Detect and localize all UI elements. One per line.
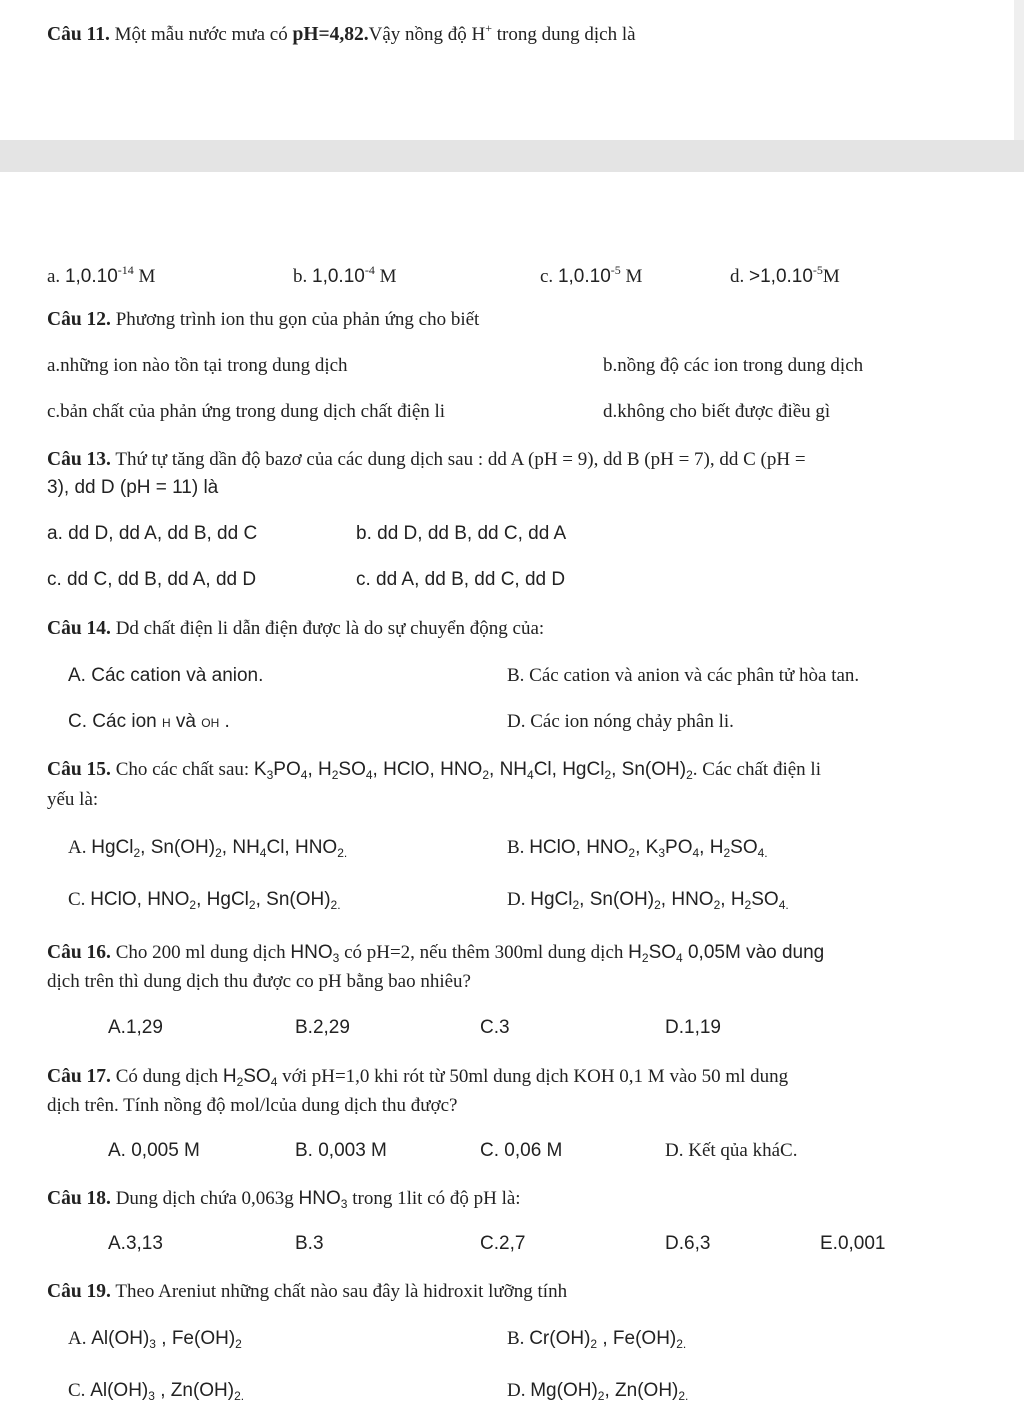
option-d[interactable]: D.1,19 xyxy=(665,1017,721,1038)
page-main xyxy=(0,172,1024,1422)
option-c[interactable]: C.3 xyxy=(480,1017,510,1038)
question-label: Câu 14. xyxy=(47,618,111,639)
option-label: A. xyxy=(68,837,87,858)
option-b[interactable]: B. Các cation và anion và các phân tử hòa tan. xyxy=(507,665,860,686)
option-b[interactable]: B. $Cr(OH)_2$ , $Fe(OH)_{2.}$ xyxy=(507,1328,687,1351)
option-e[interactable]: E.0,001 xyxy=(820,1233,886,1254)
question-11 xyxy=(47,16,636,47)
question-text: có pH=2, nếu thêm 300ml dung dịch xyxy=(339,942,629,963)
question-text: trong dung dịch là xyxy=(492,24,636,45)
option-c[interactable] xyxy=(68,710,230,735)
question-text: Dd chất điện li dẫn điện được là do sự chuyển động của: xyxy=(115,618,545,639)
option-b[interactable]: B.2,29 xyxy=(295,1017,350,1038)
option-d[interactable]: D. Kết qủa kháC. xyxy=(665,1140,798,1161)
question-label: Câu 13. xyxy=(47,449,111,470)
option-d[interactable]: D. Các ion nóng chảy phân li. xyxy=(507,711,734,732)
question-14 xyxy=(47,617,544,641)
option-label: C. xyxy=(68,1380,86,1401)
option-text: . xyxy=(219,711,230,732)
question-text: với pH=1,0 khi rót từ 50ml dung dịch KOH 0,1 M vào 50 ml dung xyxy=(277,1066,789,1087)
option-b[interactable]: b.nồng độ các ion trong dung dịch xyxy=(603,355,864,376)
question-text: Phương trình ion thu gọn của phản ứng cho biết xyxy=(115,309,480,330)
question-15-line2: yếu là: xyxy=(47,789,99,810)
option-a[interactable]: A.3,13 xyxy=(108,1233,163,1254)
question-label: Câu 11. xyxy=(47,24,110,45)
question-17-line2: dịch trên. Tính nồng độ mol/lcủa dung dịch thu được? xyxy=(47,1095,458,1116)
exponent: -5 xyxy=(812,263,823,277)
option-a[interactable]: a.những ion nào tồn tại trong dung dịch xyxy=(47,355,348,376)
option-a[interactable]: A.1,29 xyxy=(108,1017,163,1038)
option-c[interactable]: C. 0,06 M xyxy=(480,1140,563,1161)
option-c[interactable]: C. HClO, $HNO_2$, HgCl$_2$, $Sn(OH)_{2.}$ xyxy=(68,889,341,912)
unit: M xyxy=(138,266,156,287)
question-label: Câu 16. xyxy=(47,942,111,963)
question-13 xyxy=(47,448,806,472)
option-d[interactable]: D.6,3 xyxy=(665,1233,711,1254)
option-d[interactable]: D. $Mg(OH)_2$, $Zn(OH)_{2.}$ xyxy=(507,1380,689,1403)
option-label: B. xyxy=(507,1328,525,1349)
option-b[interactable] xyxy=(293,258,396,289)
question-label: Câu 17. xyxy=(47,1066,111,1087)
option-c[interactable]: C. $Al(OH)_3$ , $Zn(OH)_{2.}$ xyxy=(68,1380,245,1403)
option-a[interactable]: A. 0,005 M xyxy=(108,1140,200,1161)
option-label: D. xyxy=(507,889,526,910)
ph-value: pH=4,82. xyxy=(292,24,369,45)
option-a[interactable]: A. $Al(OH)_3$ , $Fe(OH)_2$ xyxy=(68,1328,242,1351)
option-text: C. Các ion xyxy=(68,711,162,732)
question-text: trong 1lit có độ pH là: xyxy=(347,1188,521,1209)
option-c[interactable] xyxy=(540,258,642,289)
option-c[interactable]: c. dd C, dd B, dd A, dd D xyxy=(47,569,257,590)
question-text: . Các chất điện li xyxy=(692,759,821,780)
option-label: A. xyxy=(68,1328,87,1349)
option-label: d. xyxy=(730,266,745,287)
option-b[interactable]: B.3 xyxy=(295,1233,324,1254)
question-16: Câu 16. Cho 200 ml dung dịch $HNO_3$ có pH=2, nếu thêm 300ml dung dịch $H_2SO_4$ 0,05M vào dung xyxy=(47,942,825,965)
page-top xyxy=(0,0,1024,140)
unit: M xyxy=(822,266,840,287)
question-13-line2: 3), dd D (pH = 11) là xyxy=(47,477,219,498)
option-label: c. xyxy=(540,266,554,287)
question-text: Cho 200 ml dung dịch xyxy=(115,942,291,963)
option-b[interactable]: B. HClO, $HNO_2$, $K_3PO_4$, $H_2SO_{4.}$ xyxy=(507,837,768,860)
question-text: Vậy nồng độ H xyxy=(368,24,486,45)
option-label: C. xyxy=(68,889,86,910)
question-text: Theo Areniut những chất nào sau đây là hidroxit lưỡng tính xyxy=(115,1281,568,1302)
question-18: Câu 18. Dung dịch chứa 0,063g $HNO_3$ trong 1lit có độ pH là: xyxy=(47,1188,521,1211)
option-value: 1,0.10 xyxy=(557,266,611,287)
option-value: >1,0.10 xyxy=(749,266,813,287)
unit: M xyxy=(625,266,643,287)
option-d[interactable] xyxy=(730,258,840,289)
question-text: Một mẫu nước mưa có xyxy=(114,24,293,45)
question-text: Có dung dịch xyxy=(115,1066,223,1087)
exponent: -14 xyxy=(117,263,134,277)
question-label: Câu 19. xyxy=(47,1281,111,1302)
option-label: a. xyxy=(47,266,61,287)
question-text: Cho các chất sau: xyxy=(115,759,254,780)
option-a[interactable]: A. HgCl$_2$, $Sn(OH)_2$, $NH_4Cl$, $HNO_{2.}$ xyxy=(68,837,348,860)
option-text: và xyxy=(170,711,202,732)
option-label: B. xyxy=(507,837,525,858)
question-text: 0,05M vào dung xyxy=(682,942,825,963)
exponent: -5 xyxy=(610,263,621,277)
option-d[interactable]: c. dd A, dd B, dd C, dd D xyxy=(356,569,566,590)
question-15: Câu 15. Cho các chất sau: $K_3PO_4$, $H_2SO_4$, HClO, $HNO_2$, $NH_4Cl$, HgCl$_2$, $Sn(OH)_2$. Các chất điện li xyxy=(47,759,821,782)
option-b[interactable]: B. 0,003 M xyxy=(295,1140,387,1161)
option-label: b. xyxy=(293,266,308,287)
option-a[interactable] xyxy=(47,258,155,289)
option-label: D. xyxy=(507,1380,526,1401)
option-d[interactable]: d.không cho biết được điều gì xyxy=(603,401,831,422)
question-text: Thứ tự tăng dần độ bazơ của các dung dịch sau : dd A (pH = 9), dd B (pH = 7), dd C (pH = xyxy=(115,449,806,470)
question-label: Câu 18. xyxy=(47,1188,111,1209)
option-value: 1,0.10 xyxy=(64,266,118,287)
question-17: Câu 17. Có dung dịch $H_2SO_4$ với pH=1,0 khi rót từ 50ml dung dịch KOH 0,1 M vào 50 ml dung xyxy=(47,1066,789,1089)
option-a[interactable]: a. dd D, dd A, dd B, dd C xyxy=(47,523,258,544)
unit: M xyxy=(379,266,397,287)
question-label: Câu 15. xyxy=(47,759,111,780)
option-c[interactable]: C.2,7 xyxy=(480,1233,526,1254)
ion-oh: OH xyxy=(201,716,220,730)
exponent: -4 xyxy=(364,263,375,277)
question-12 xyxy=(47,308,479,332)
question-label: Câu 12. xyxy=(47,309,111,330)
superscript: + xyxy=(485,21,493,35)
ion-h: H xyxy=(161,716,171,730)
question-16-line2: dịch trên thì dung dịch thu được co pH bằng bao nhiêu? xyxy=(47,971,471,992)
question-text: Dung dịch chứa 0,063g xyxy=(115,1188,299,1209)
option-d[interactable]: D. HgCl$_2$, $Sn(OH)_2$, $HNO_2$, $H_2SO_{4.}$ xyxy=(507,889,789,912)
option-c[interactable]: c.bản chất của phản ứng trong dung dịch chất điện li xyxy=(47,401,446,422)
page-gap xyxy=(0,140,1024,172)
option-a[interactable]: A. Các cation và anion. xyxy=(68,665,264,686)
option-b[interactable]: b. dd D, dd B, dd C, dd A xyxy=(356,523,567,544)
option-value: 1,0.10 xyxy=(312,266,365,287)
question-19 xyxy=(47,1280,567,1304)
